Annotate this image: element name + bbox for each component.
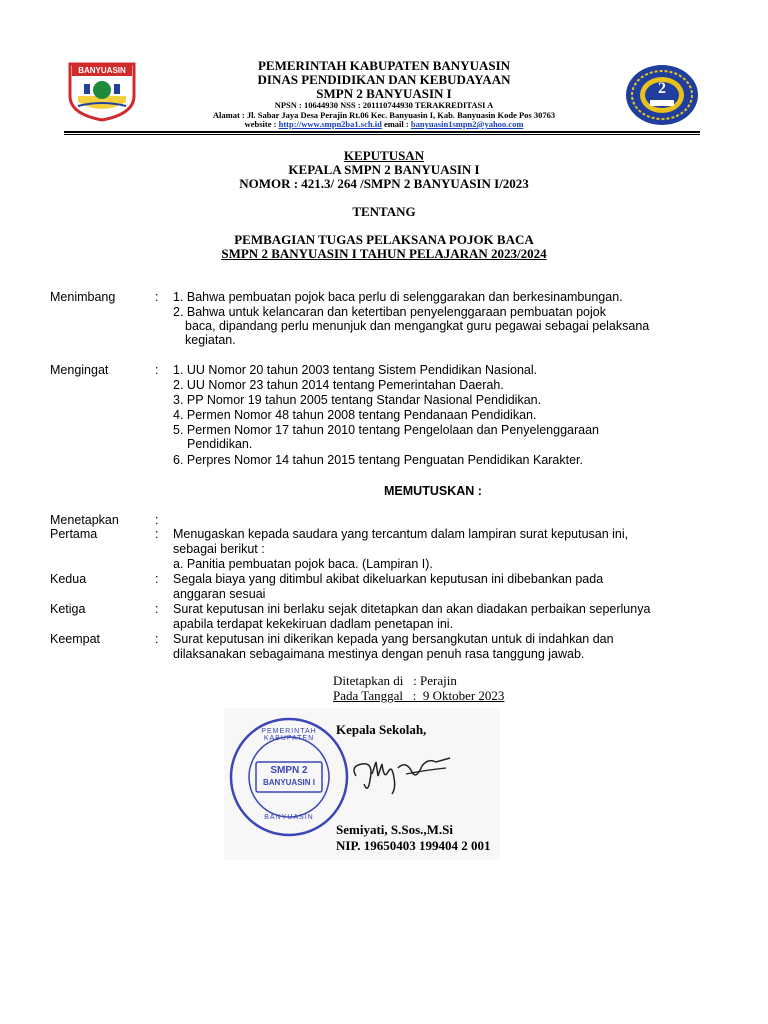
stamp-bottom-text: BANYUASIN — [264, 814, 314, 821]
header-dept: DINAS PENDIDIKAN DAN KEBUDAYAAN — [257, 72, 511, 87]
kedua-line-1: Segala biaya yang ditimbul akibat dikeluarkan keputusan ini dibebankan pada — [173, 572, 604, 586]
title-keputusan: KEPUTUSAN — [343, 148, 425, 163]
left-logo-text: BANYUASIN — [78, 66, 126, 75]
signer-nip: NIP. 19650403 199404 2 001 — [336, 838, 491, 853]
title-subject-1: PEMBAGIAN TUGAS PELAKSANA POJOK BACA — [234, 232, 534, 247]
header-school: SMPN 2 BANYUASIN I — [316, 86, 452, 101]
stamp-top-text: PEMERINTAH KABUPATEN — [261, 728, 317, 742]
right-logo-text: 2 — [658, 80, 666, 97]
email-label: email : — [383, 119, 409, 129]
stamp-mid-text-2: BANYUASIN I — [262, 778, 315, 787]
menetapkan-label: Menetapkan — [50, 513, 119, 527]
mengingat-item-4: 4. Permen Nomor 48 tahun 2008 tentang Pendanaan Pendidikan. — [173, 408, 537, 422]
menetapkan-colon: : — [155, 513, 159, 527]
email-link[interactable]: banyuasin1smpn2@yahoo.com — [410, 119, 524, 129]
mengingat-item-5: 5. Permen Nomor 17 tahun 2010 tentang Pengelolaan dan Penyelenggaraan — [173, 423, 600, 437]
memutuskan-heading: MEMUTUSKAN : — [384, 484, 482, 498]
ketiga-line-2: apabila terdapat kekekiruan dadlam penetapan ini. — [173, 617, 454, 631]
menimbang-item-2: 2. Bahwa untuk kelancaran dan ketertiban penyelenggaraan pembuatan pojok — [173, 305, 606, 319]
menimbang-item-2-end: kegiatan. — [185, 333, 236, 347]
menimbang-label: Menimbang — [50, 290, 116, 304]
ditetapkan-line: Ditetapkan di : Perajin — [333, 673, 457, 688]
signer-name: Semiyati, S.Sos.,M.Si — [336, 822, 454, 837]
mengingat-colon: : — [155, 363, 159, 377]
mengingat-item-6: 6. Perpres Nomor 14 tahun 2015 tentang Penguatan Pendidikan Karakter. — [173, 453, 584, 467]
pertama-label: Pertama — [50, 527, 98, 541]
header-npsn: NPSN : 10644930 NSS : 201110744930 TERAKREDITASI A — [274, 100, 494, 110]
stamp — [228, 716, 350, 838]
website-label: website : — [244, 119, 277, 129]
kedua-label: Kedua — [50, 572, 87, 586]
header-divider-thin — [64, 134, 700, 135]
title-tentang: TENTANG — [352, 204, 416, 219]
ketiga-label: Ketiga — [50, 602, 86, 616]
tanggal-line: Pada Tanggal : 9 Oktober 2023 — [333, 688, 505, 703]
mengingat-item-5-cont: Pendidikan. — [187, 437, 253, 451]
menimbang-item-2-cont: baca, dipandang perlu menunjuk dan mengangkat guru pegawai sebagai pelaksana — [185, 319, 650, 333]
mengingat-item-2: 2. UU Nomor 23 tahun 2014 tentang Pemerintahan Daerah. — [173, 378, 504, 392]
keempat-line-1: Surat keputusan ini dikerikan kepada yang bersangkutan untuk di indahkan dan — [173, 632, 614, 646]
title-kepala: KEPALA SMPN 2 BANYUASIN I — [288, 162, 480, 177]
pertama-line-1: Menugaskan kepada saudara yang tercantum dalam lampiran surat keputusan ini, — [173, 527, 629, 541]
kedua-colon: : — [155, 572, 159, 586]
pertama-line-3: a. Panitia pembuatan pojok baca. (Lampiran I). — [173, 557, 433, 571]
menimbang-colon: : — [155, 290, 159, 304]
title-subject-2: SMPN 2 BANYUASIN I TAHUN PELAJARAN 2023/2024 — [221, 246, 547, 261]
mengingat-label: Mengingat — [50, 363, 109, 377]
keempat-label: Keempat — [50, 632, 101, 646]
mengingat-item-1: 1. UU Nomor 20 tahun 2003 tentang Sistem Pendidikan Nasional. — [173, 363, 538, 377]
title-nomor: NOMOR : 421.3/ 264 /SMPN 2 BANYUASIN I/2023 — [239, 176, 529, 191]
website-link[interactable]: http://www.smpn2ba1.sch.id — [278, 119, 382, 129]
pertama-colon: : — [155, 527, 159, 541]
ketiga-line-1: Surat keputusan ini berlaku sejak ditetapkan dan akan diadakan perbaikan seperlunya — [173, 602, 651, 616]
keempat-colon: : — [155, 632, 159, 646]
mengingat-item-3: 3. PP Nomor 19 tahun 2005 tentang Standar Nasional Pendidikan. — [173, 393, 542, 407]
kedua-line-2: anggaran sesuai — [173, 587, 266, 601]
menimbang-item-1: 1. Bahwa pembuatan pojok baca perlu di selenggarakan dan berkesinambungan. — [173, 290, 623, 304]
ketiga-colon: : — [155, 602, 159, 616]
header-address: Alamat : Jl. Sabar Jaya Desa Perajin Rt.06 Kec. Banyuasin I, Kab. Banyuasin Kode Pos 30763 — [212, 110, 556, 120]
header-gov: PEMERINTAH KABUPATEN BANYUASIN — [257, 58, 511, 73]
pertama-line-2: sebagai berikut : — [173, 542, 265, 556]
header-divider — [64, 131, 700, 133]
stamp-mid-text-1: SMPN 2 — [270, 765, 308, 776]
header-contact — [0, 119, 768, 129]
handwritten-signature — [346, 744, 458, 804]
keempat-line-2: dilaksanakan sebagaimana mestinya dengan penuh rasa tanggung jawab. — [173, 647, 585, 661]
signature-role: Kepala Sekolah, — [336, 722, 427, 737]
